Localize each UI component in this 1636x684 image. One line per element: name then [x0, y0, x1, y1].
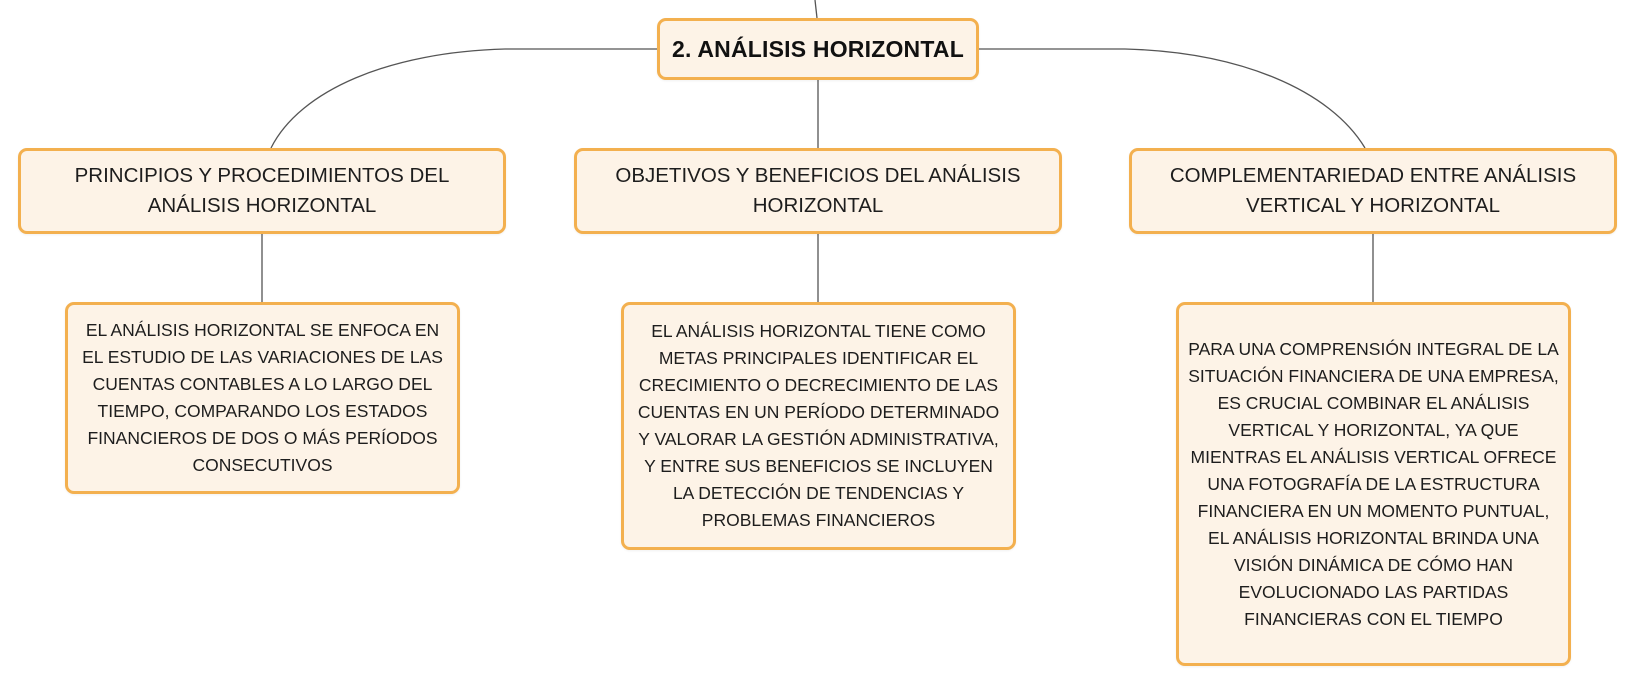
- topic-node-label: PRINCIPIOS Y PROCEDIMIENTOS DEL ANÁLISIS HORIZONTAL: [74, 164, 450, 217]
- connector-parent-root: [815, 0, 817, 18]
- detail-node-principios[interactable]: [65, 302, 460, 494]
- detail-node-text: EL ANÁLISIS HORIZONTAL SE ENFOCA EN EL ESTUDIO DE LAS VARIACIONES DE LAS CUENTAS CONTABLES A LO LARGO DEL TIEMPO, COMPARANDO LOS ESTADOS FINANCIEROS DE DOS O MÁS PERÍODOS CONSECUTIVOS: [82, 320, 443, 475]
- topic-node-label: COMPLEMENTARIEDAD ENTRE ANÁLISIS VERTICAL Y HORIZONTAL: [1169, 164, 1577, 217]
- detail-node-text: PARA UNA COMPRENSIÓN INTEGRAL DE LA SITUACIÓN FINANCIERA DE UNA EMPRESA, ES CRUCIAL COMBINAR EL ANÁLISIS VERTICAL Y HORIZONTAL, YA QUE MIENTRAS EL ANÁLISIS VERTICAL OFRECE UNA FOTOGRAFÍA DE LA ESTRUCTURA FINANCIERA EN UN MOMENTO PUNTUAL, EL ANÁLISIS HORIZONTAL BRINDA UNA VISIÓN DINÁMICA DE CÓMO HAN EVOLUCIONADO LAS PARTIDAS FINANCIERAS CON EL TIEMPO: [1188, 338, 1559, 629]
- root-node-label: 2. ANÁLISIS HORIZONTAL: [672, 35, 964, 62]
- topic-node-principios[interactable]: [18, 148, 506, 234]
- detail-node-text: EL ANÁLISIS HORIZONTAL TIENE COMO METAS PRINCIPALES IDENTIFICAR EL CRECIMIENTO O DECRECIMIENTO DE LAS CUENTAS EN UN PERÍODO DETERMINADO Y VALORAR LA GESTIÓN ADMINISTRATIVA, Y ENTRE SUS BENEFICIOS SE INCLUYEN LA DETECCIÓN DE TENDENCIAS Y PROBLEMAS FINANCIEROS: [637, 321, 1000, 530]
- topic-node-complementariedad[interactable]: [1129, 148, 1617, 234]
- detail-node-objetivos[interactable]: [621, 302, 1016, 550]
- detail-node-complementariedad[interactable]: [1176, 302, 1571, 666]
- root-node[interactable]: [657, 18, 979, 80]
- topic-node-label: OBJETIVOS Y BENEFICIOS DEL ANÁLISIS HORIZONTAL: [615, 164, 1021, 217]
- topic-node-objetivos[interactable]: [574, 148, 1062, 234]
- connector-root-topic-3: [979, 49, 1365, 148]
- connector-root-topic-1: [271, 49, 657, 148]
